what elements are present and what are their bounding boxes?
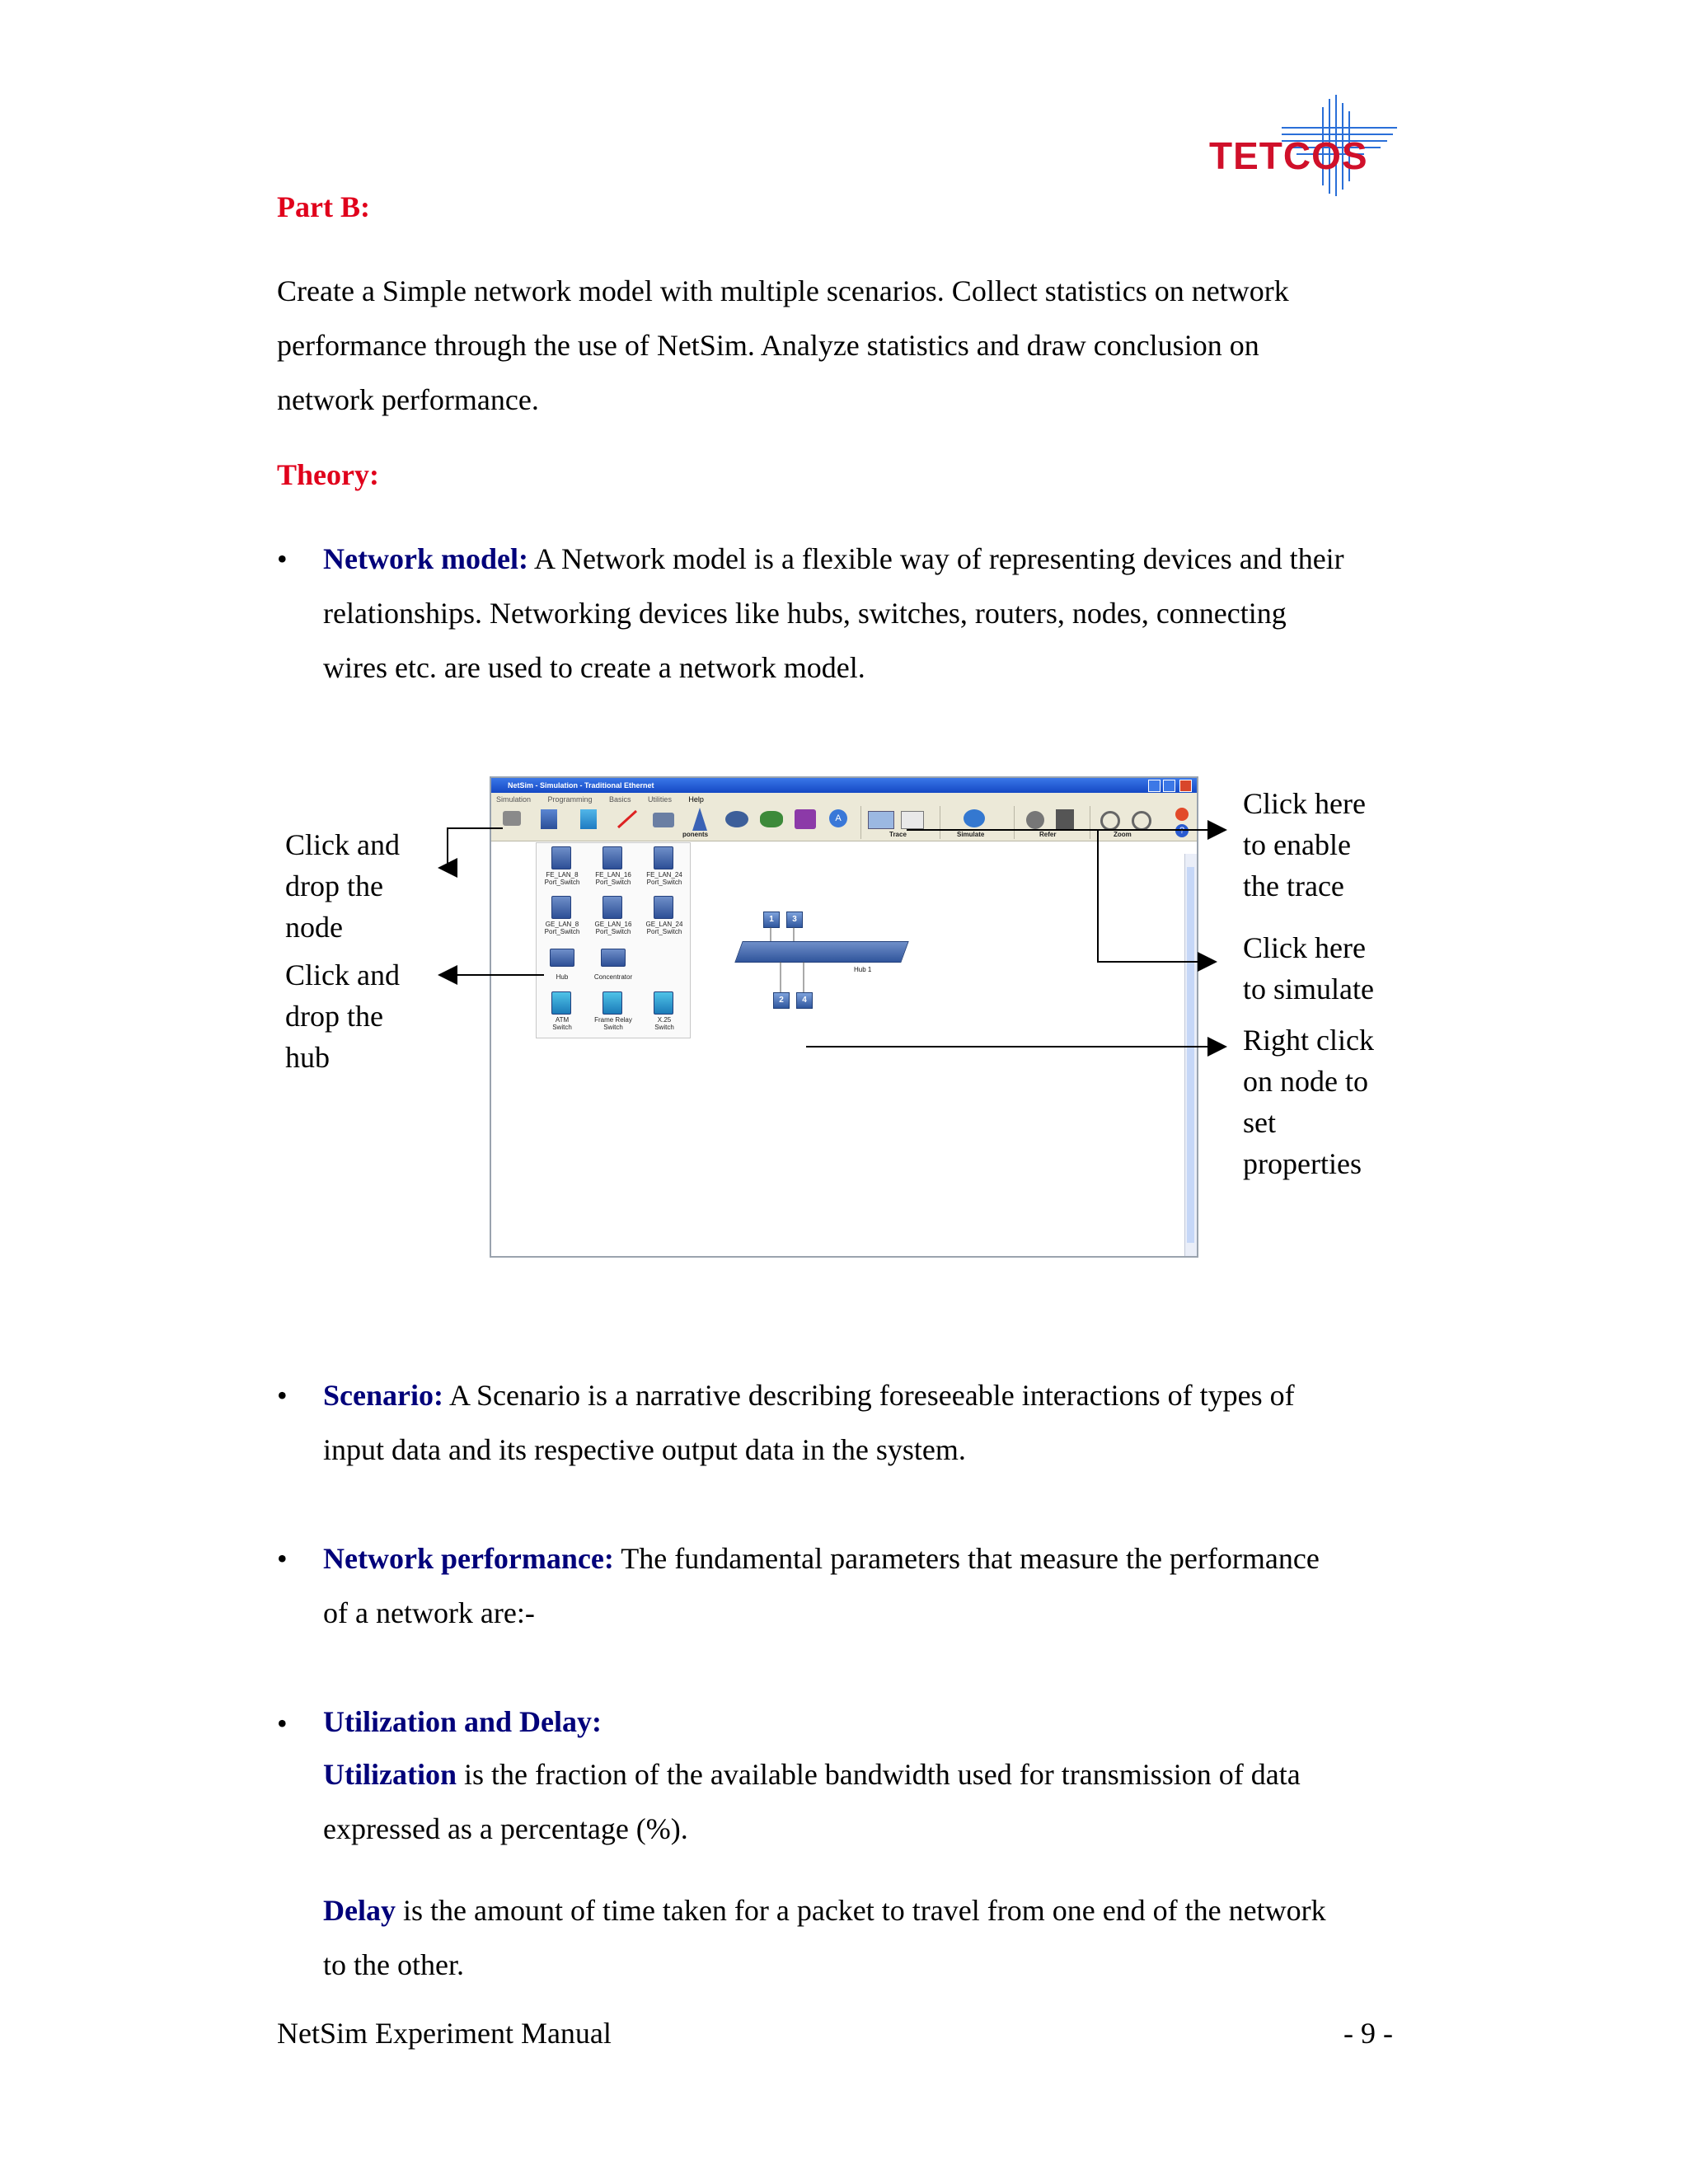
bullet-icon: • <box>277 542 288 575</box>
delay-text: to the other. <box>323 1948 464 1981</box>
network-model-text: wires etc. are used to create a network model. <box>323 651 865 684</box>
delay-term: Delay <box>323 1894 396 1927</box>
utilization-term: Utilization <box>323 1758 457 1791</box>
bullet-icon: • <box>277 1379 288 1412</box>
book-icon <box>1056 809 1074 829</box>
annotation-simulate <box>1243 927 1374 1010</box>
pie-chart-icon <box>1026 811 1044 829</box>
palette-label: FE_LAN_8 Port_Switch <box>544 871 580 886</box>
refer-label: Refer <box>1039 831 1057 838</box>
maximize-icon[interactable] <box>1163 780 1175 792</box>
netsim-window <box>490 776 1198 1258</box>
palette-label: Frame Relay Switch <box>594 1016 632 1031</box>
trace-label: Trace <box>889 831 907 838</box>
simulate-label: Simulate <box>957 831 985 838</box>
page-number: - 9 - <box>1343 2017 1393 2050</box>
annotation-line: properties <box>1243 1147 1362 1180</box>
node-tool-icon[interactable] <box>503 811 521 826</box>
mail-icon <box>901 811 924 829</box>
menu-item[interactable]: Programming <box>547 795 593 804</box>
bullet-icon: • <box>277 1542 288 1575</box>
annotation-line: hub <box>285 1041 330 1074</box>
util-delay-heading: Utilization and Delay: <box>323 1705 602 1738</box>
footer-left: NetSim Experiment Manual <box>277 2017 612 2050</box>
window-title-bar <box>491 778 1197 793</box>
router-tool-icon[interactable] <box>653 813 674 827</box>
intro-line: performance through the use of NetSim. Analyze statistics and draw conclusion on <box>277 329 1259 362</box>
trace-button[interactable] <box>860 806 940 839</box>
scenario-term: Scenario: <box>323 1379 443 1412</box>
palette-label: Hub <box>556 973 569 981</box>
window-title: NetSim - Simulation - Traditional Ethernet <box>508 781 654 790</box>
close-tool-icon[interactable] <box>1175 808 1189 821</box>
annotation-drop-hub <box>285 954 400 1078</box>
menu-item[interactable]: Simulation <box>496 795 532 804</box>
simulation-canvas[interactable] <box>491 842 1185 1256</box>
performance-text: The fundamental parameters that measure the performance <box>621 1542 1320 1575</box>
toolbar <box>491 804 1197 841</box>
intro-paragraph <box>277 264 1431 427</box>
a-tool-icon[interactable]: A <box>829 809 847 827</box>
annotation-line: set <box>1243 1106 1276 1139</box>
palette-label: FE_LAN_16 Port_Switch <box>595 871 631 886</box>
annotation-line: Click and <box>285 958 400 991</box>
palette-label: GE_LAN_16 Port_Switch <box>594 921 632 935</box>
annotation-line: on node to <box>1243 1065 1368 1098</box>
refer-button[interactable] <box>1014 806 1090 839</box>
annotation-drop-node <box>285 824 400 948</box>
network-model-text: relationships. Networking devices like hubs, switches, routers, nodes, connecting <box>323 597 1287 630</box>
delay-paragraph <box>323 1883 1477 1992</box>
menu-item[interactable]: Utilities <box>647 795 672 804</box>
annotation-line: Click here <box>1243 931 1366 964</box>
simulate-icon <box>964 809 985 827</box>
palette-label: ATM Switch <box>552 1016 572 1031</box>
vertical-scrollbar[interactable] <box>1184 854 1197 1256</box>
theory-heading: Theory: <box>277 458 379 491</box>
node-4[interactable]: 4 <box>796 992 813 1009</box>
annotation-line: to simulate <box>1243 972 1374 1005</box>
network-model-paragraph <box>323 532 1477 695</box>
annotation-line: drop the <box>285 869 383 902</box>
palette-label: GE_LAN_8 Port_Switch <box>544 921 580 935</box>
intro-line: Create a Simple network model with multiple scenarios. Collect statistics on network <box>277 274 1289 307</box>
bullet-icon: • <box>277 1707 288 1740</box>
performance-text: of a network are:- <box>323 1596 535 1629</box>
close-icon[interactable] <box>1179 780 1192 792</box>
zoom-in-icon <box>1100 811 1120 831</box>
components-label: ponents <box>682 831 709 838</box>
palette-label: X.25 Switch <box>654 1016 674 1031</box>
annotation-line: Click and <box>285 828 400 861</box>
utilization-text: expressed as a percentage (%). <box>323 1812 688 1845</box>
scroll-thumb[interactable] <box>1187 867 1194 1243</box>
annotation-properties <box>1243 1019 1374 1184</box>
node-1[interactable]: 1 <box>763 912 780 928</box>
logo-text: TETCOS <box>1209 134 1368 177</box>
tablet-tool-icon[interactable] <box>795 809 816 829</box>
satellite-tool-icon[interactable] <box>760 811 783 827</box>
minimize-icon[interactable] <box>1148 780 1160 792</box>
annotation-line: Right click <box>1243 1024 1374 1057</box>
cloud-tool-icon[interactable] <box>725 811 748 827</box>
node-2[interactable]: 2 <box>773 992 790 1009</box>
annotation-line: the trace <box>1243 869 1344 902</box>
delay-text: is the amount of time taken for a packet to travel from one end of the network <box>402 1894 1326 1927</box>
performance-term: Network performance: <box>323 1542 614 1575</box>
util-delay-section <box>323 1696 1477 1856</box>
annotation-line: node <box>285 911 343 944</box>
utilization-text: is the fraction of the available bandwidth used for transmission of data <box>463 1758 1301 1791</box>
simulate-button[interactable] <box>940 806 1015 839</box>
scenario-paragraph <box>323 1368 1477 1477</box>
annotation-line: drop the <box>285 1000 383 1033</box>
hub-tool-icon[interactable] <box>580 809 597 829</box>
network-model-text: A Network model is a flexible way of representing devices and their <box>533 542 1344 575</box>
performance-paragraph <box>323 1531 1477 1640</box>
menu-item[interactable]: Basics <box>608 795 631 804</box>
zoom-label: Zoom <box>1114 831 1132 838</box>
palette-label: Concentrator <box>593 973 633 981</box>
help-icon[interactable]: ? <box>1175 824 1189 837</box>
intro-line: network performance. <box>277 383 539 416</box>
tetcos-logo <box>1199 91 1405 198</box>
scenario-text: input data and its respective output data in the system. <box>323 1433 966 1466</box>
annotation-line: to enable <box>1243 828 1351 861</box>
switch-tool-icon[interactable] <box>541 809 557 829</box>
menu-item[interactable]: Help <box>688 795 704 804</box>
palette-label: FE_LAN_24 Port_Switch <box>646 871 682 886</box>
zoom-out-icon <box>1132 811 1151 831</box>
zoom-button[interactable] <box>1090 806 1165 839</box>
wire-tool-icon[interactable] <box>615 808 640 831</box>
node-links <box>491 842 1184 1254</box>
hub-label: Hub 1 <box>854 966 872 973</box>
palette-label: GE_LAN_24 Port_Switch <box>645 921 683 935</box>
node-3[interactable]: 3 <box>786 912 803 928</box>
annotation-trace <box>1243 783 1366 907</box>
part-heading: Part B: <box>277 190 370 223</box>
menu-bar <box>491 793 1197 804</box>
trace-icon <box>868 811 894 829</box>
tower-tool-icon[interactable] <box>692 808 707 831</box>
scenario-text: A Scenario is a narrative describing foreseeable interactions of types of <box>448 1379 1295 1412</box>
annotation-line: Click here <box>1243 787 1366 820</box>
network-model-term: Network model: <box>323 542 528 575</box>
